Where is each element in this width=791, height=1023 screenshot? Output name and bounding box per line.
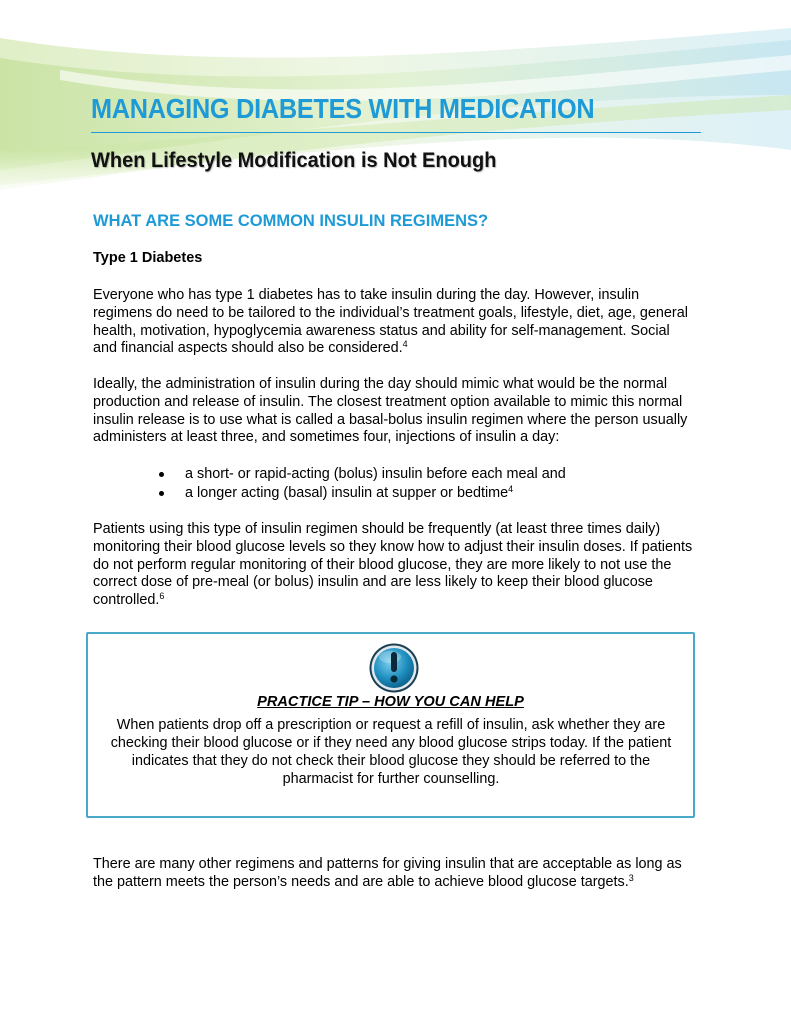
section-heading: WHAT ARE SOME COMMON INSULIN REGIMENS? [93, 212, 489, 230]
paragraph-intro [93, 287, 693, 358]
bullet-text: a longer acting (basal) insulin at supper or bedtime [185, 484, 509, 501]
insulin-bullet-list [157, 465, 566, 502]
practice-tip-body: When patients drop off a prescription or request a refill of insulin, ask whether they are checking their blood glucose or if they need any blood glucose strips today. If the patient indicates that they do not check their blood glucose they should be referred to the pharmacist for further counselling. [110, 717, 672, 787]
reference-marker: 6 [159, 591, 165, 602]
reference-marker: 3 [628, 872, 634, 883]
reference-marker: 4 [508, 483, 514, 494]
bullet-icon [159, 472, 164, 477]
paragraph-basal-bolus: Ideally, the administration of insulin during the day should mimic what would be the normal production and release of insulin. The closest treatment option available to mimic this normal insulin release is to use what is called a basal-bolus insulin regimen where the person usually administers at least three, and sometimes four, injections of insulin a day: [93, 376, 688, 446]
paragraph-other-regimens [93, 856, 693, 892]
bullet-text: a short- or rapid-acting (bolus) insulin before each meal and [185, 466, 566, 482]
list-item [157, 465, 566, 484]
exclamation-icon [368, 642, 420, 694]
paragraph-monitoring [93, 521, 693, 610]
paragraph-monitoring-text: Patients using this type of insulin regimen should be frequently (at least three times daily) monitoring their blood glucose levels so they know how to adjust their insulin doses. If patients do not perform regular monitoring of their blood glucose, they are more likely to not use the correct dose of pre-meal (or bolus) insulin and are less likely to keep their blood glucose controlled. [93, 521, 693, 609]
paragraph-other-regimens-text: There are many other regimens and patterns for giving insulin that are acceptable as long as the pattern meets the person’s needs and are able to achieve blood glucose targets. [93, 856, 682, 890]
page-title: MANAGING DIABETES WITH MEDICATION [91, 93, 595, 124]
practice-tip-heading: PRACTICE TIP – HOW YOU CAN HELP [257, 694, 524, 710]
page-subtitle: When Lifestyle Modification is Not Enough [91, 148, 497, 172]
list-item [157, 484, 566, 503]
practice-tip-box [86, 632, 695, 818]
paragraph-intro-text: Everyone who has type 1 diabetes has to take insulin during the day. However, insulin regimens do need to be tailored to the individual’s treatment goals, lifestyle, diet, age, general health, motivation, hypoglycemia awareness status and ability for self-management. Social and financial aspects should also be considered. [93, 287, 688, 357]
bullet-icon [159, 491, 164, 496]
reference-marker: 4 [402, 339, 408, 350]
title-divider [91, 132, 701, 133]
type1-heading: Type 1 Diabetes [93, 250, 203, 266]
